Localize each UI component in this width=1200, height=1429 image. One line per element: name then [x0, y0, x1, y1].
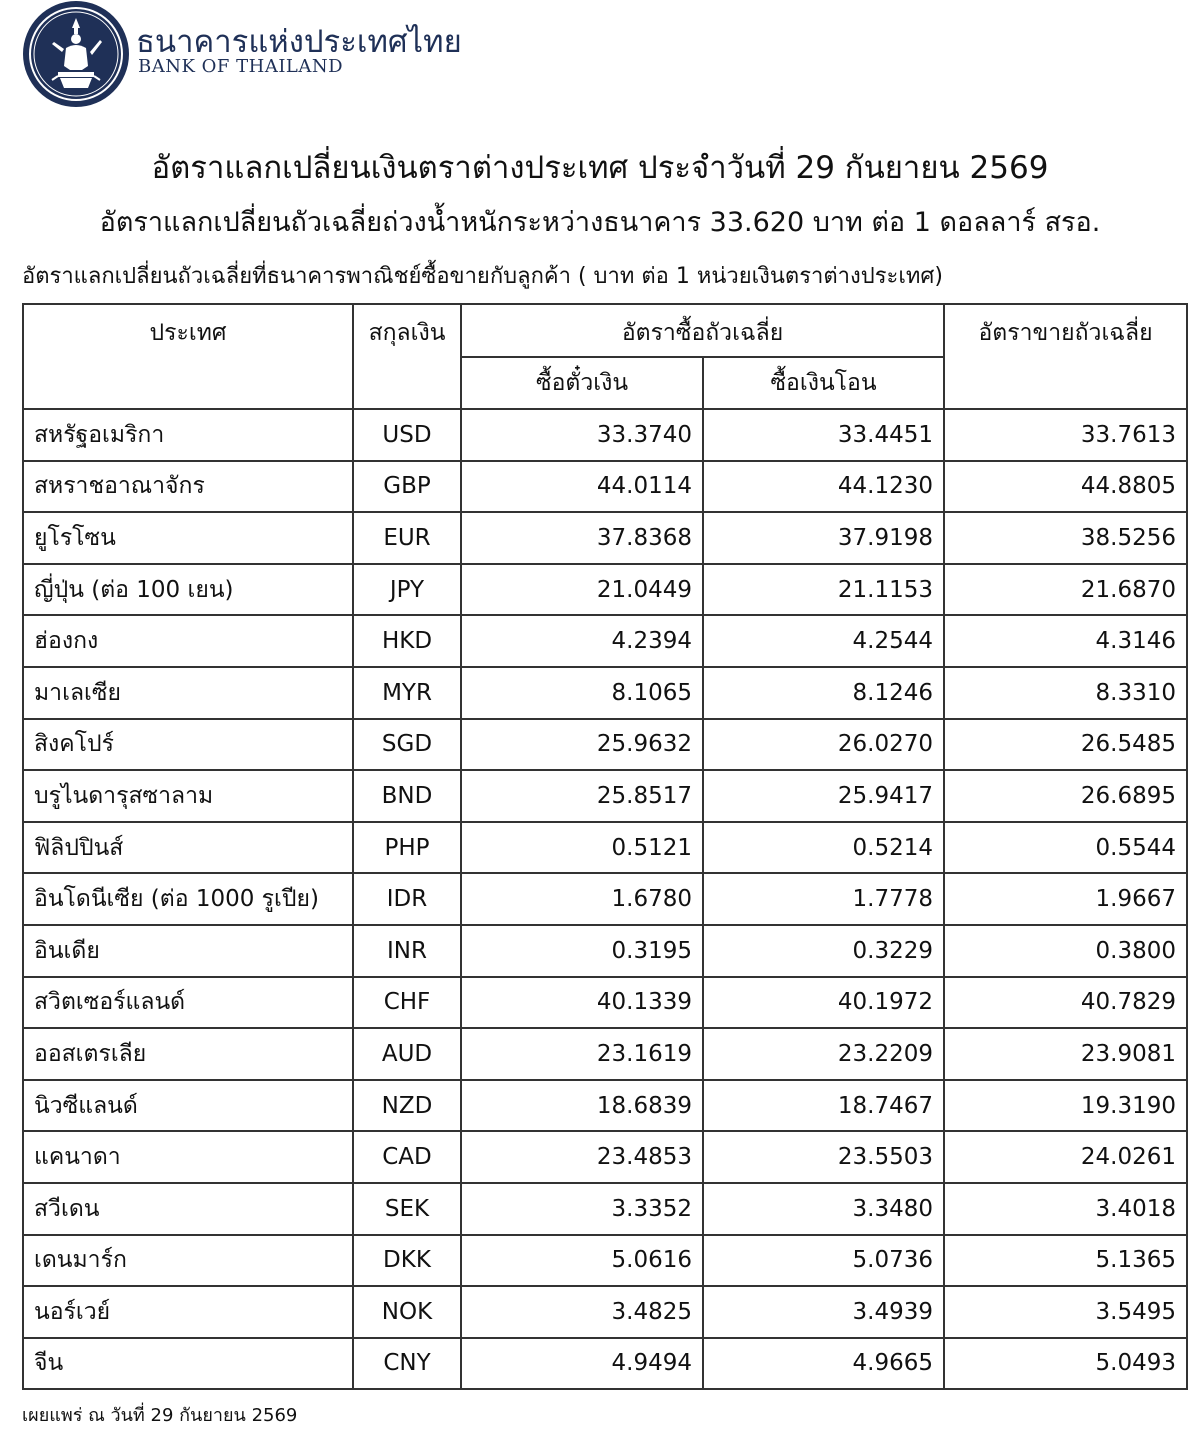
header-avg-selling: อัตราขายถัวเฉลี่ย — [944, 304, 1187, 409]
country-cell: นอร์เวย์ — [23, 1286, 353, 1338]
currency-code-cell: AUD — [353, 1028, 461, 1080]
table-row — [23, 512, 1187, 564]
buy-bill-cell: 25.8517 — [461, 770, 703, 822]
buy-bill-cell: 23.4853 — [461, 1131, 703, 1183]
buy-transfer-cell: 25.9417 — [703, 770, 944, 822]
table-row — [23, 1080, 1187, 1132]
header-buying-sight-bill: ซื้อตั๋วเงิน — [461, 357, 703, 409]
bank-name-english: BANK OF THAILAND — [138, 56, 344, 77]
country-cell: นิวซีแลนด์ — [23, 1080, 353, 1132]
sell-cell: 3.4018 — [944, 1183, 1187, 1235]
table-row — [23, 1338, 1187, 1390]
currency-code-cell: BND — [353, 770, 461, 822]
buy-transfer-cell: 3.3480 — [703, 1183, 944, 1235]
sell-cell: 44.8805 — [944, 461, 1187, 513]
bank-of-thailand-seal-icon — [22, 0, 130, 108]
currency-code-cell: MYR — [353, 667, 461, 719]
sell-cell: 8.3310 — [944, 667, 1187, 719]
table-row — [23, 719, 1187, 771]
sell-cell: 1.9667 — [944, 873, 1187, 925]
sell-cell: 5.1365 — [944, 1235, 1187, 1287]
buy-transfer-cell: 23.5503 — [703, 1131, 944, 1183]
sell-cell: 4.3146 — [944, 615, 1187, 667]
country-cell: เดนมาร์ก — [23, 1235, 353, 1287]
table-row — [23, 1286, 1187, 1338]
currency-code-cell: CAD — [353, 1131, 461, 1183]
buy-bill-cell: 0.3195 — [461, 925, 703, 977]
table-row — [23, 925, 1187, 977]
page-title: อัตราแลกเปลี่ยนเงินตราต่างประเทศ ประจำวันที่ 29 กันยายน 2569 — [151, 150, 1049, 186]
buy-transfer-cell: 33.4451 — [703, 409, 944, 461]
buy-bill-cell: 25.9632 — [461, 719, 703, 771]
table-row — [23, 770, 1187, 822]
header-buying-transfer: ซื้อเงินโอน — [703, 357, 944, 409]
country-cell: สิงคโปร์ — [23, 719, 353, 771]
header-country: ประเทศ — [23, 304, 353, 409]
table-row — [23, 667, 1187, 719]
currency-code-cell: HKD — [353, 615, 461, 667]
country-cell: สวีเดน — [23, 1183, 353, 1235]
buy-transfer-cell: 4.9665 — [703, 1338, 944, 1390]
buy-bill-cell: 1.6780 — [461, 873, 703, 925]
currency-code-cell: SEK — [353, 1183, 461, 1235]
rate-rows — [23, 409, 1187, 1389]
sell-cell: 26.5485 — [944, 719, 1187, 771]
table-row — [23, 873, 1187, 925]
sell-cell: 24.0261 — [944, 1131, 1187, 1183]
currency-code-cell: IDR — [353, 873, 461, 925]
buy-transfer-cell: 1.7778 — [703, 873, 944, 925]
buy-transfer-cell: 23.2209 — [703, 1028, 944, 1080]
interbank-rate-line: อัตราแลกเปลี่ยนถัวเฉลี่ยถ่วงน้ำหนักระหว่างธนาคาร 33.620 บาท ต่อ 1 ดอลลาร์ สรอ. — [99, 207, 1101, 238]
country-cell: สหราชอาณาจักร — [23, 461, 353, 513]
sell-cell: 23.9081 — [944, 1028, 1187, 1080]
currency-code-cell: DKK — [353, 1235, 461, 1287]
country-cell: ยูโรโซน — [23, 512, 353, 564]
sell-cell: 5.0493 — [944, 1338, 1187, 1390]
buy-bill-cell: 5.0616 — [461, 1235, 703, 1287]
buy-transfer-cell: 21.1153 — [703, 564, 944, 616]
buy-bill-cell: 21.0449 — [461, 564, 703, 616]
buy-bill-cell: 23.1619 — [461, 1028, 703, 1080]
header-currency: สกุลเงิน — [353, 304, 461, 409]
table-row — [23, 1235, 1187, 1287]
table-row — [23, 822, 1187, 874]
currency-code-cell: EUR — [353, 512, 461, 564]
bank-header — [22, 0, 722, 110]
buy-bill-cell: 4.2394 — [461, 615, 703, 667]
country-cell: บรูไนดารุสซาลาม — [23, 770, 353, 822]
currency-code-cell: GBP — [353, 461, 461, 513]
sell-cell: 0.3800 — [944, 925, 1187, 977]
currency-code-cell: PHP — [353, 822, 461, 874]
buy-transfer-cell: 37.9198 — [703, 512, 944, 564]
country-cell: อินโดนีเซีย (ต่อ 1000 รูเปีย) — [23, 873, 353, 925]
country-cell: สหรัฐอเมริกา — [23, 409, 353, 461]
currency-code-cell: NZD — [353, 1080, 461, 1132]
buy-transfer-cell: 18.7467 — [703, 1080, 944, 1132]
table-row — [23, 461, 1187, 513]
country-cell: ญี่ปุ่น (ต่อ 100 เยน) — [23, 564, 353, 616]
currency-code-cell: USD — [353, 409, 461, 461]
table-row — [23, 1183, 1187, 1235]
sell-cell: 33.7613 — [944, 409, 1187, 461]
header-avg-buying: อัตราซื้อถัวเฉลี่ย — [461, 304, 944, 357]
buy-transfer-cell: 3.4939 — [703, 1286, 944, 1338]
exchange-rate-table — [22, 303, 1188, 1390]
sell-cell: 0.5544 — [944, 822, 1187, 874]
buy-transfer-cell: 0.5214 — [703, 822, 944, 874]
currency-code-cell: INR — [353, 925, 461, 977]
buy-transfer-cell: 40.1972 — [703, 977, 944, 1029]
table-row — [23, 1028, 1187, 1080]
country-cell: ฮ่องกง — [23, 615, 353, 667]
publish-date-note: เผยแพร่ ณ วันที่ 29 กันยายน 2569 — [22, 1405, 298, 1426]
currency-code-cell: JPY — [353, 564, 461, 616]
country-cell: ออสเตรเลีย — [23, 1028, 353, 1080]
buy-bill-cell: 33.3740 — [461, 409, 703, 461]
buy-transfer-cell: 4.2544 — [703, 615, 944, 667]
bank-name-thai: ธนาคารแห่งประเทศไทย — [136, 24, 462, 60]
buy-bill-cell: 44.0114 — [461, 461, 703, 513]
sell-cell: 26.6895 — [944, 770, 1187, 822]
table-row — [23, 615, 1187, 667]
sell-cell: 19.3190 — [944, 1080, 1187, 1132]
table-subtitle: อัตราแลกเปลี่ยนถัวเฉลี่ยที่ธนาคารพาณิชย์ซื้อขายกับลูกค้า ( บาท ต่อ 1 หน่วยเงินตราต่างประเทศ) — [22, 264, 943, 289]
country-cell: สวิตเซอร์แลนด์ — [23, 977, 353, 1029]
table-row — [23, 1131, 1187, 1183]
buy-transfer-cell: 44.1230 — [703, 461, 944, 513]
buy-bill-cell: 0.5121 — [461, 822, 703, 874]
buy-transfer-cell: 5.0736 — [703, 1235, 944, 1287]
currency-code-cell: CNY — [353, 1338, 461, 1390]
buy-transfer-cell: 0.3229 — [703, 925, 944, 977]
country-cell: จีน — [23, 1338, 353, 1390]
buy-bill-cell: 4.9494 — [461, 1338, 703, 1390]
sell-cell: 3.5495 — [944, 1286, 1187, 1338]
buy-bill-cell: 37.8368 — [461, 512, 703, 564]
sell-cell: 38.5256 — [944, 512, 1187, 564]
country-cell: อินเดีย — [23, 925, 353, 977]
currency-code-cell: NOK — [353, 1286, 461, 1338]
sell-cell: 40.7829 — [944, 977, 1187, 1029]
buy-transfer-cell: 26.0270 — [703, 719, 944, 771]
buy-bill-cell: 3.3352 — [461, 1183, 703, 1235]
table-row — [23, 977, 1187, 1029]
country-cell: แคนาดา — [23, 1131, 353, 1183]
buy-bill-cell: 40.1339 — [461, 977, 703, 1029]
currency-code-cell: SGD — [353, 719, 461, 771]
buy-bill-cell: 8.1065 — [461, 667, 703, 719]
country-cell: มาเลเซีย — [23, 667, 353, 719]
table-row — [23, 564, 1187, 616]
currency-code-cell: CHF — [353, 977, 461, 1029]
buy-bill-cell: 18.6839 — [461, 1080, 703, 1132]
table-row — [23, 409, 1187, 461]
buy-bill-cell: 3.4825 — [461, 1286, 703, 1338]
country-cell: ฟิลิปปินส์ — [23, 822, 353, 874]
buy-transfer-cell: 8.1246 — [703, 667, 944, 719]
sell-cell: 21.6870 — [944, 564, 1187, 616]
